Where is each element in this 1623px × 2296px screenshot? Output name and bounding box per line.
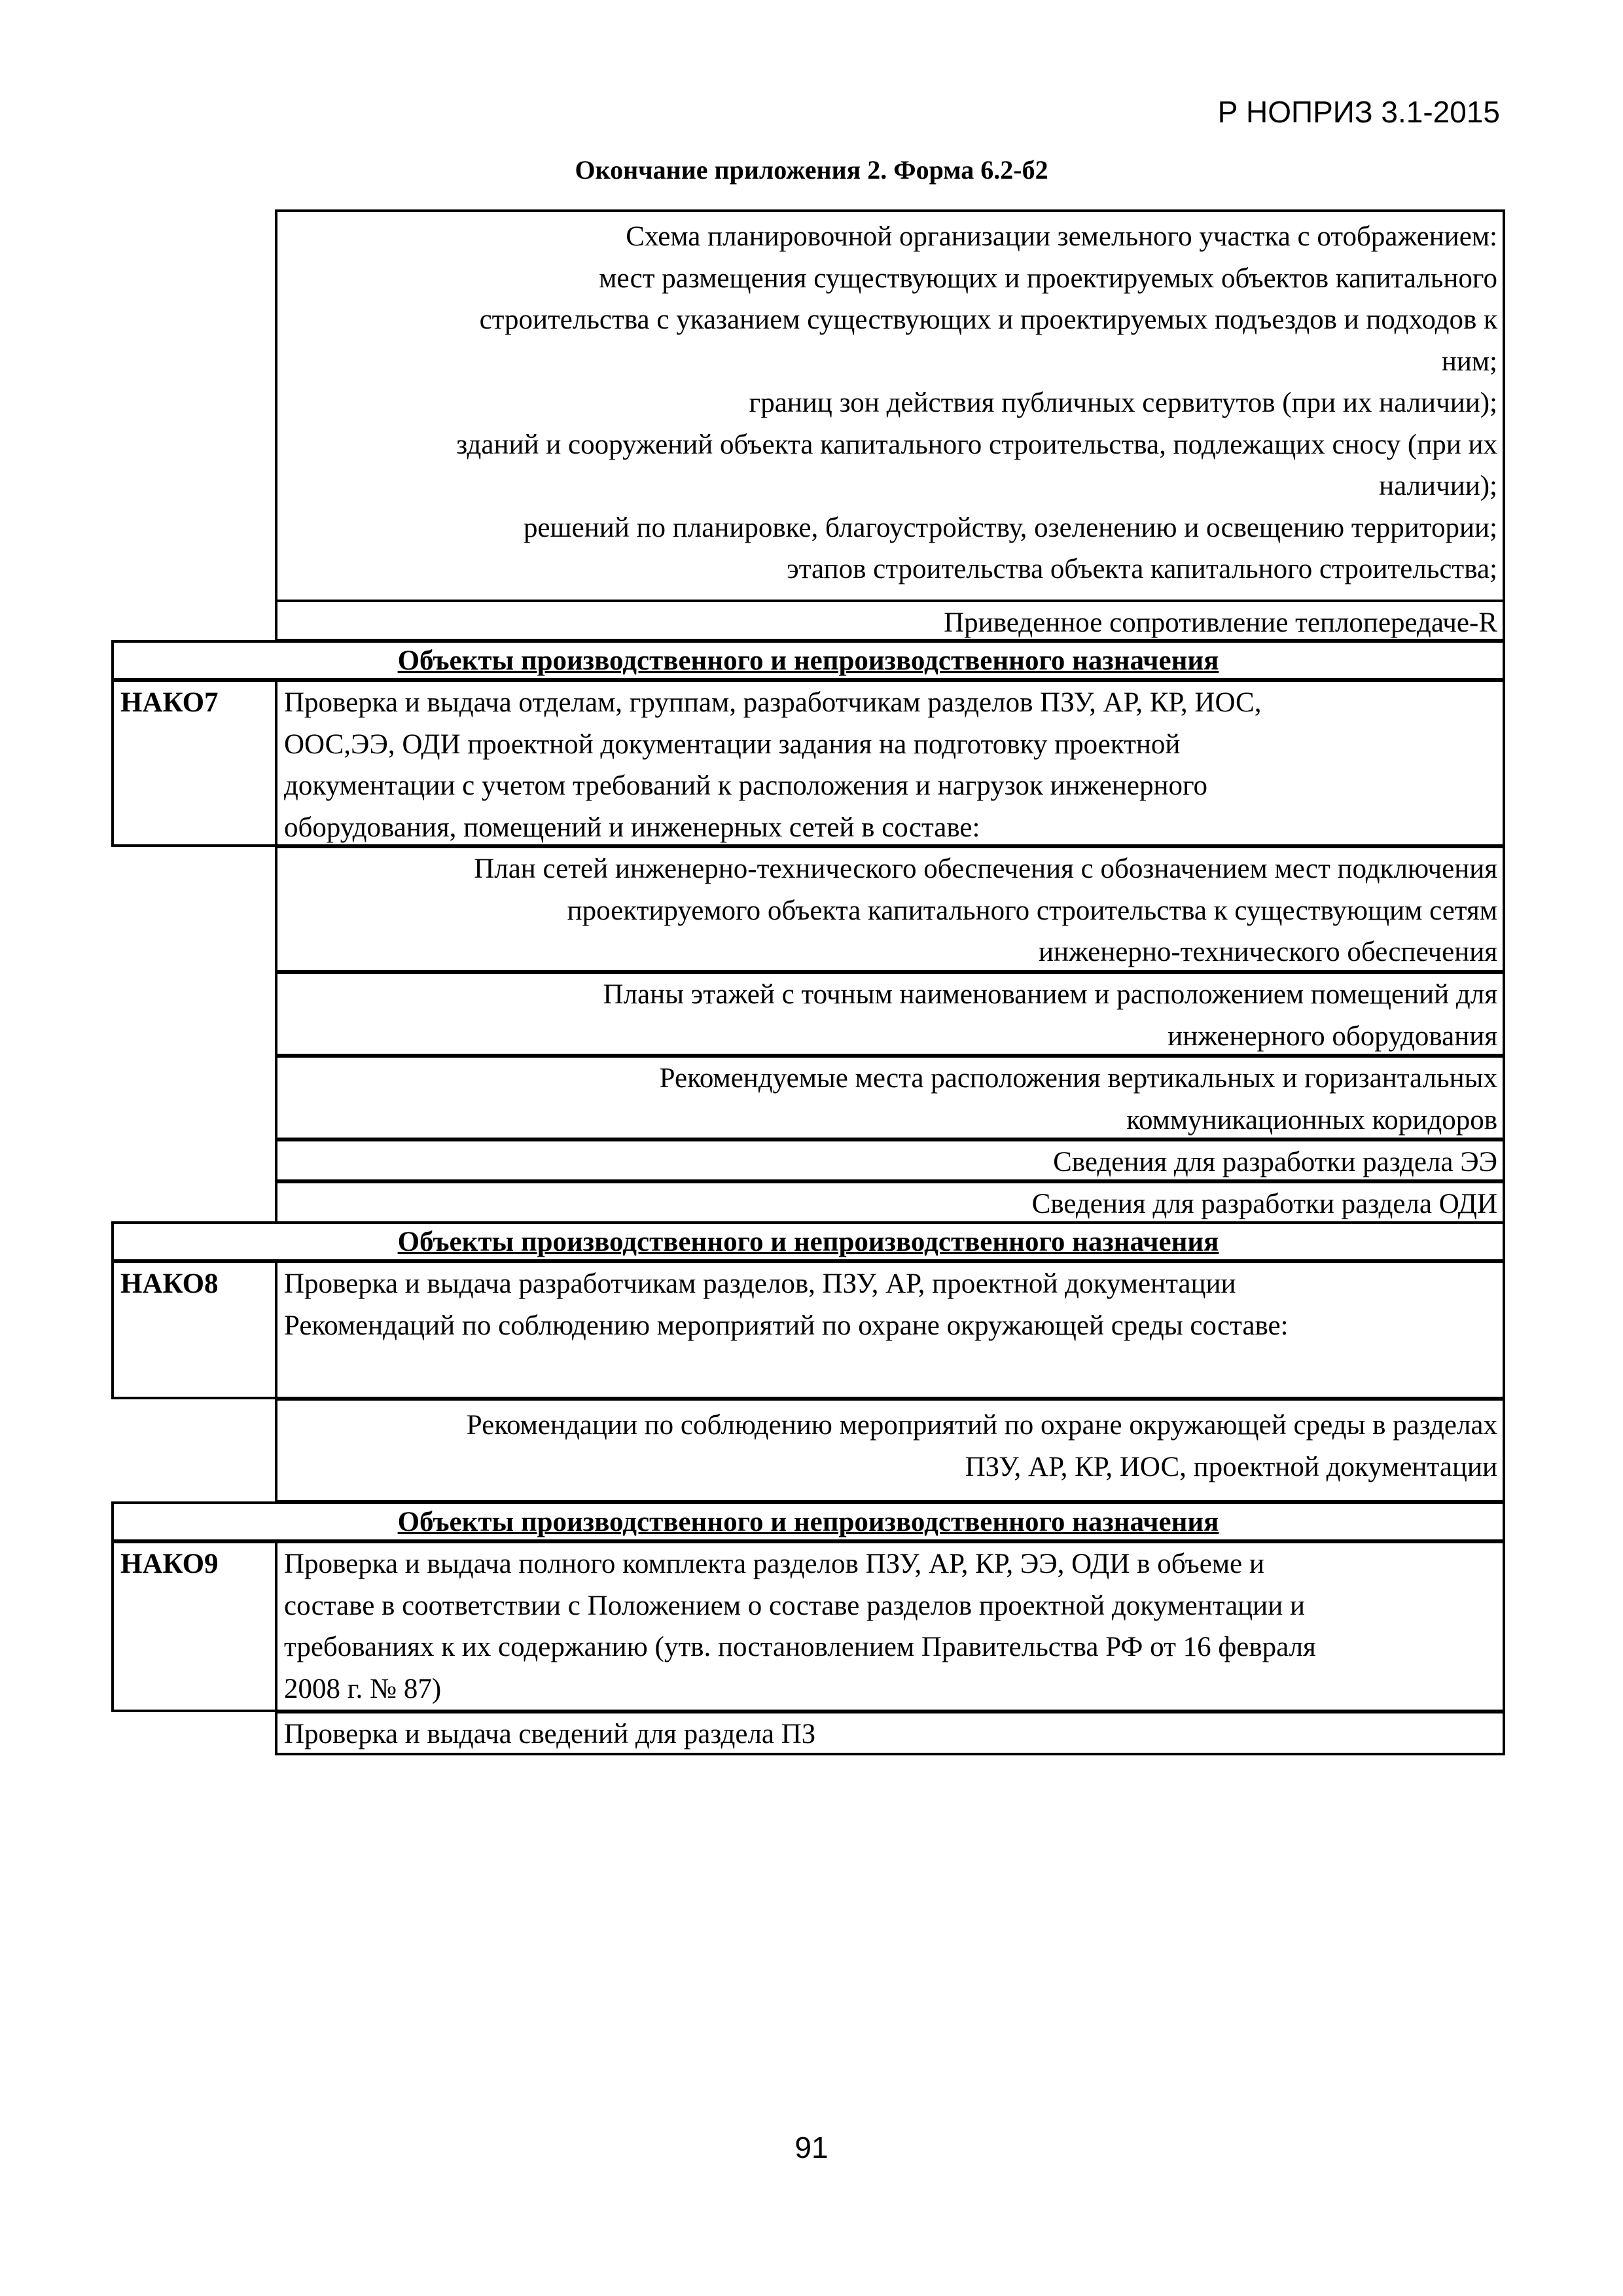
text-line: Планы этажей с точным наименованием и расположением помещений для — [603, 979, 1497, 1010]
section-heading-text: Объекты производственного и непроизводственного назначения — [397, 645, 1219, 676]
item-cell — [275, 846, 1505, 973]
scheme-cell — [275, 209, 1505, 602]
document-code: Р НОПРИЗ 3.1-2015 — [1217, 95, 1500, 129]
section-description — [275, 679, 1505, 847]
section-description — [275, 1541, 1505, 1712]
item-cell — [275, 1055, 1505, 1140]
text-line: Схема планировочной организации земельного участка с отображением: — [626, 221, 1497, 252]
text-line: наличии); — [1379, 471, 1497, 501]
text-line: ООС,ЭЭ, ОДИ проектной документации задания на подготовку проектной — [284, 728, 1181, 760]
section-heading — [111, 640, 1505, 681]
item-cell — [275, 971, 1505, 1056]
item-cell — [275, 1139, 1505, 1182]
item-cell — [275, 1181, 1505, 1224]
text-line: составе в соответствии с Положением о составе разделов проектной документации и — [284, 1590, 1305, 1621]
text-line: Рекомендаций по соблюдению мероприятий по охране окружающей среды составе: — [284, 1310, 1289, 1341]
text-line: строительства с указанием существующих и проектируемых подъездов и подходов к — [479, 304, 1497, 335]
section-description — [275, 1261, 1505, 1399]
resistance-cell — [275, 600, 1505, 641]
text-line: коммуникационных коридоров — [1126, 1104, 1497, 1136]
text-line: оборудования, помещений и инженерных сетей в составе: — [284, 812, 980, 843]
section-code-text: НАКО7 — [120, 687, 219, 718]
text-line: Проверка и выдача полного комплекта разделов ПЗУ, АР, КР, ЭЭ, ОДИ в объеме и — [284, 1549, 1264, 1579]
section-code-text: НАКО9 — [120, 1549, 219, 1579]
text-line: проектируемого объекта капитального строительства к существующим сетям — [567, 895, 1497, 926]
text-line: документации с учетом требований к расположения и нагрузок инженерного — [284, 770, 1208, 801]
text-line: инженерно-технического обеспечения — [1039, 937, 1497, 967]
section-code — [111, 1261, 276, 1399]
section-heading-text: Объекты производственного и непроизводственного назначения — [397, 1227, 1219, 1257]
text-line: Сведения для разработки раздела ОДИ — [1031, 1189, 1497, 1219]
item-cell — [275, 1711, 1505, 1755]
appendix-caption: Окончание приложения 2. Форма 6.2-б2 — [575, 155, 1048, 185]
section-code-text: НАКО8 — [120, 1268, 219, 1299]
text-line: Рекомендации по соблюдению мероприятий по охране окружающей среды в разделах — [466, 1410, 1497, 1441]
section-heading-text: Объекты производственного и непроизводственного назначения — [397, 1507, 1219, 1537]
text-line: ПЗУ, АР, КР, ИОС, проектной документации — [965, 1451, 1497, 1482]
text-line: Приведенное сопротивление теплопередаче-R — [944, 607, 1497, 638]
text-line: Проверка и выдача отделам, группам, разработчикам разделов ПЗУ, АР, КР, ИОС, — [284, 687, 1262, 718]
text-line: 2008 г. № 87) — [284, 1673, 442, 1704]
section-code — [111, 679, 276, 847]
section-heading — [111, 1221, 1505, 1262]
text-line: зданий и сооружений объекта капитального строительства, подлежащих сносу (при их — [456, 429, 1497, 460]
text-line: требованиях к их содержанию (утв. постановлением Правительства РФ от 16 февраля — [284, 1632, 1316, 1662]
text-line: инженерного оборудования — [1168, 1020, 1497, 1052]
text-line: границ зон действия публичных сервитутов (при их наличии); — [749, 387, 1497, 418]
text-line: этапов строительства объекта капитального строительства; — [787, 554, 1497, 584]
page-number: 91 — [794, 2130, 829, 2164]
text-line: Рекомендуемые места расположения вертикальных и горизантальных — [659, 1063, 1497, 1094]
section-heading — [111, 1501, 1505, 1542]
text-line: мест размещения существующих и проектируемых объектов капитального — [599, 262, 1497, 294]
text-line: Проверка и выдача разработчикам разделов, ПЗУ, АР, проектной документации — [284, 1268, 1236, 1299]
section-code — [111, 1541, 276, 1712]
item-cell — [275, 1398, 1505, 1503]
text-line: Проверка и выдача сведений для раздела ПЗ — [284, 1719, 816, 1749]
text-line: Сведения для разработки раздела ЭЭ — [1053, 1147, 1497, 1177]
text-line: ним; — [1441, 346, 1497, 377]
text-line: План сетей инженерно-технического обеспечения с обозначением мест подключения — [474, 853, 1497, 884]
text-line: решений по планировке, благоустройству, озеленению и освещению территории; — [523, 512, 1497, 543]
